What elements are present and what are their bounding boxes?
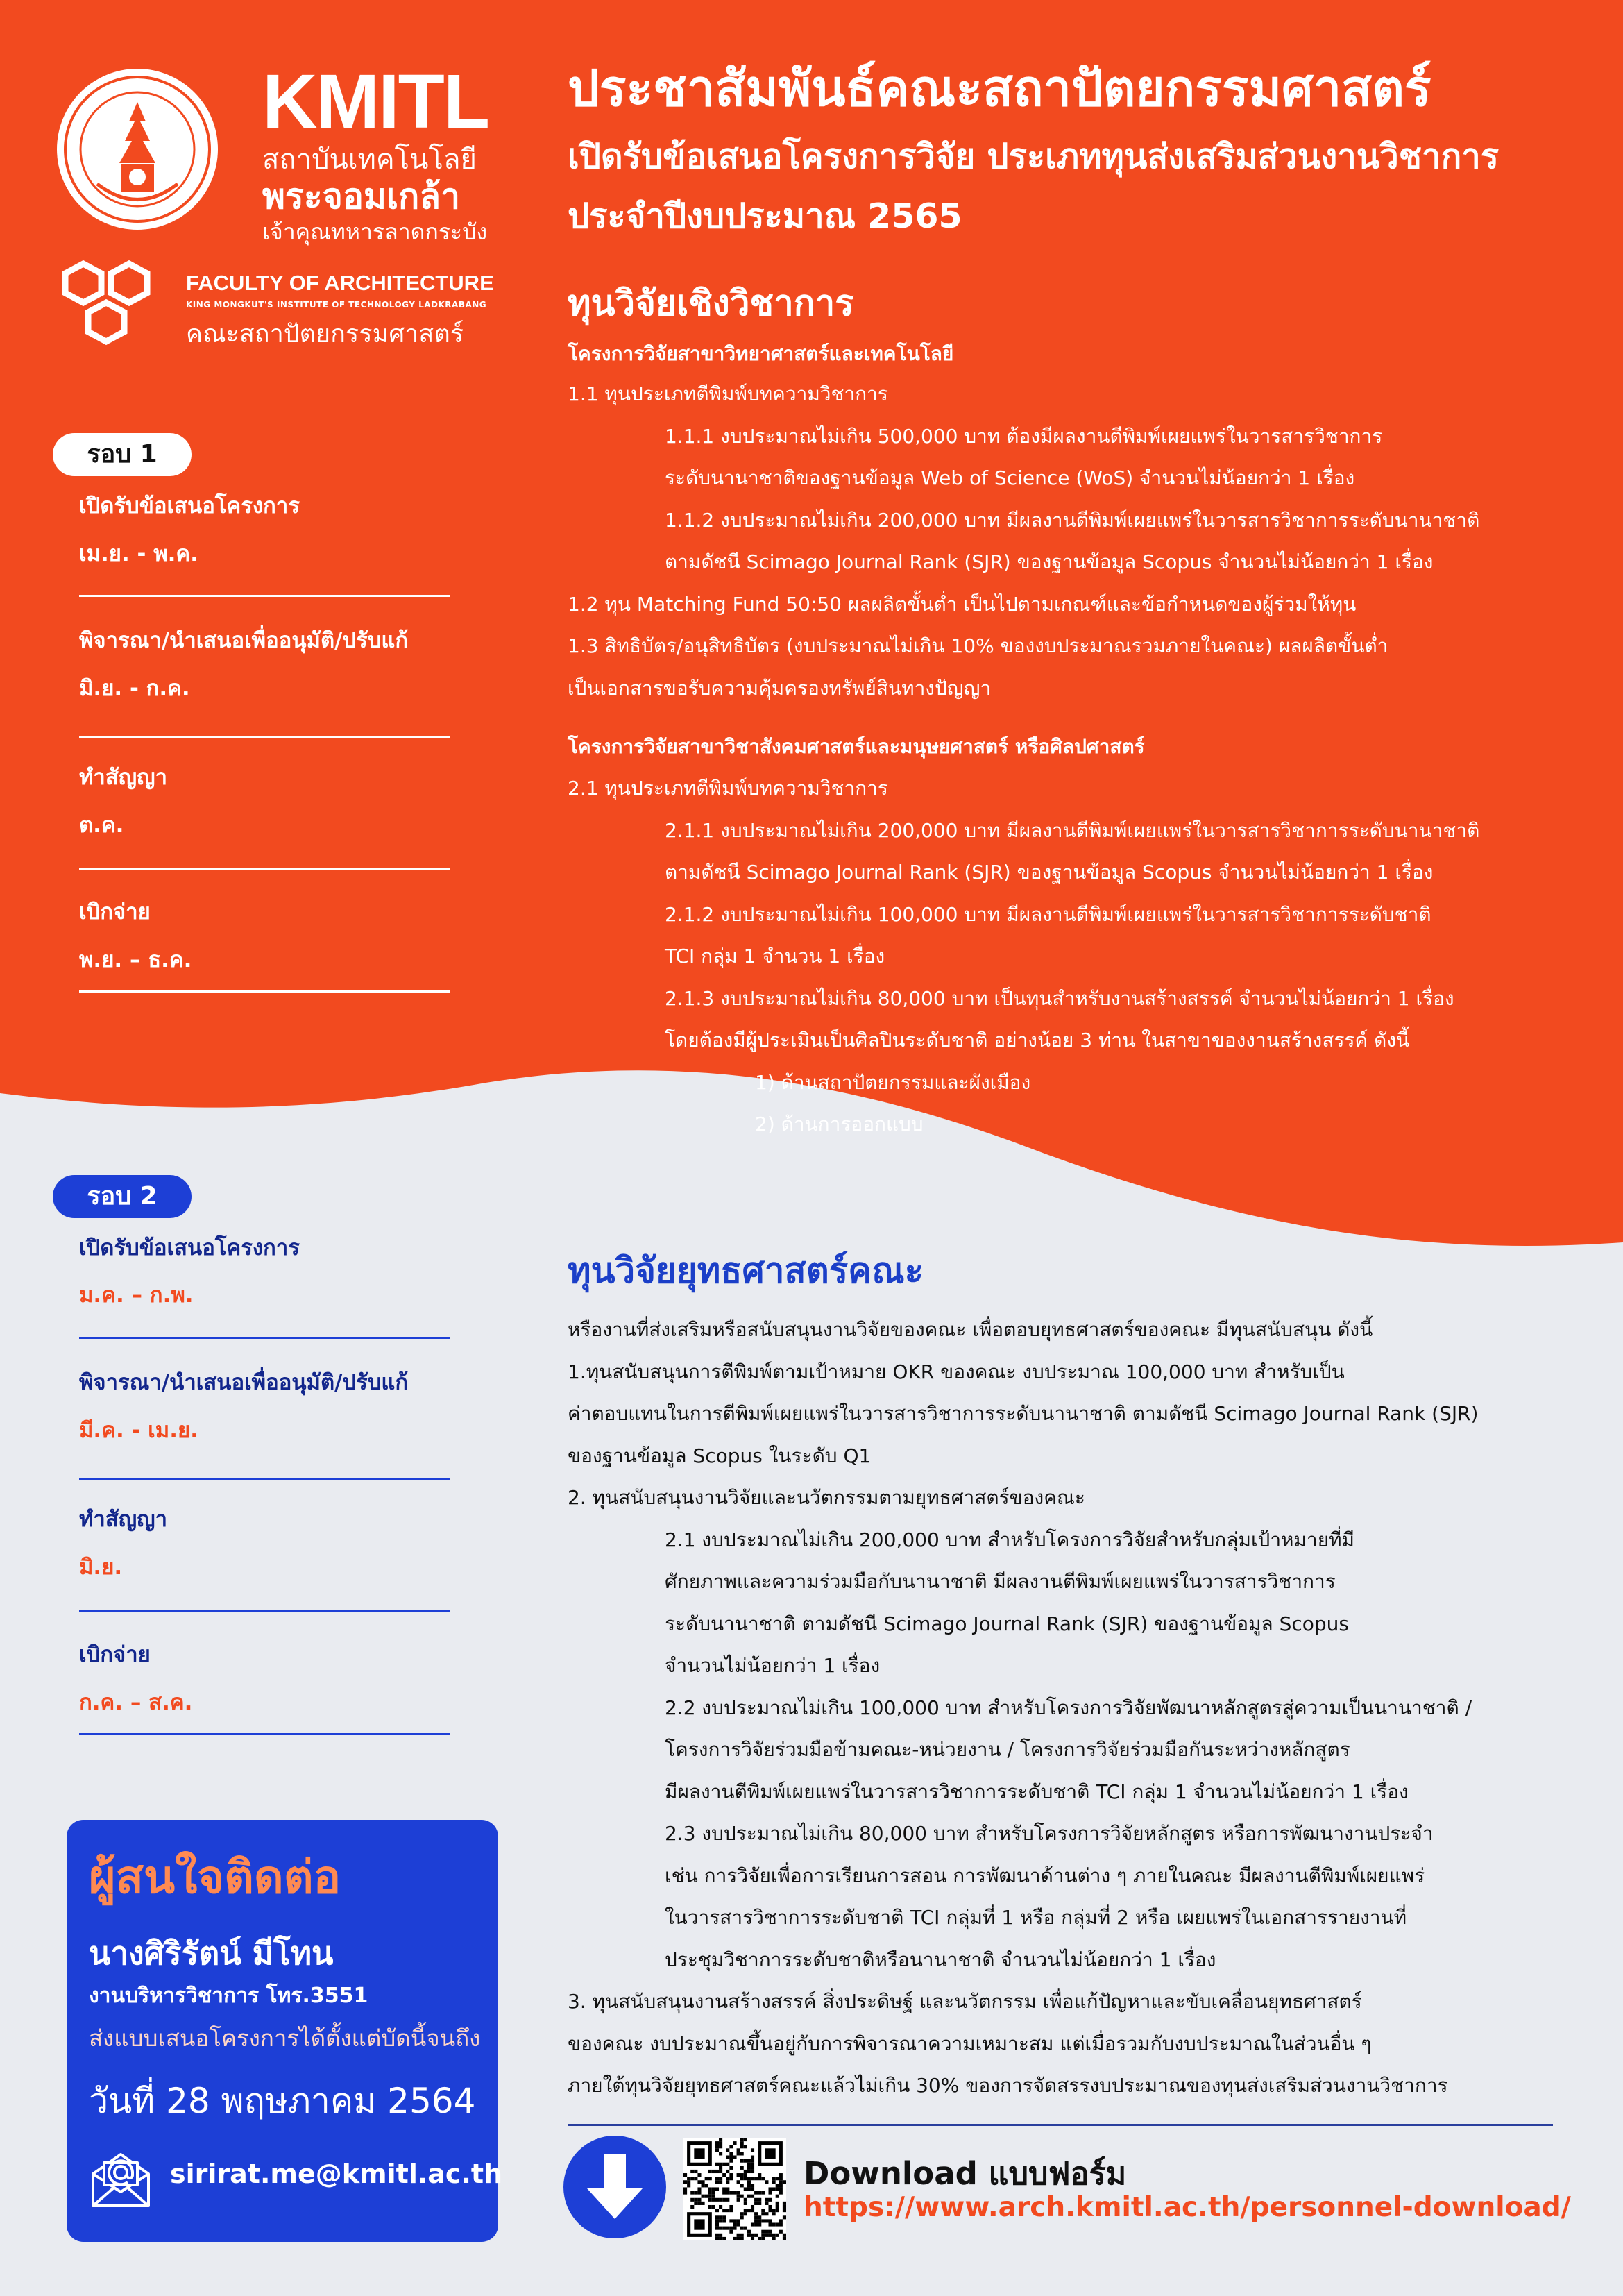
divider bbox=[79, 736, 450, 738]
faculty-subtitle-en: KING MONGKUT'S INSTITUTE OF TECHNOLOGY LADKRABANG bbox=[186, 300, 487, 310]
page-title: ประชาสัมพันธ์คณะสถาปัตยกรรมศาสตร์ bbox=[568, 59, 1431, 117]
round-2-step-label: พิจารณา/นำเสนอเพื่ออนุมัติ/ปรับแก้ bbox=[79, 1370, 409, 1395]
round-1-step-label: เบิกจ่าย bbox=[79, 900, 151, 925]
list-item: 1.1.1 งบประมาณไม่เกิน 500,000 บาท ต้องมีผลงานตีพิมพ์เผยแพร่ในวารสารวิชาการ bbox=[665, 424, 1383, 448]
contact-name: นางศิริรัตน์ มีโทน bbox=[89, 1934, 334, 1972]
round-1-step-value: เม.ย. - พ.ค. bbox=[79, 541, 198, 566]
round-1-step-value: พ.ย. – ธ.ค. bbox=[79, 947, 192, 972]
contact-title: ผู้สนใจติดต่อ bbox=[89, 1850, 341, 1904]
list-item: เป็นเอกสารขอรับความคุ้มครองทรัพย์สินทางปัญญา bbox=[568, 676, 992, 700]
contact-department: งานบริหารวิชาการ โทร.3551 bbox=[89, 1984, 368, 2008]
faculty-name-th: คณะสถาปัตยกรรมศาสตร์ bbox=[186, 320, 464, 348]
contact-email-link[interactable]: sirirat.me@kmitl.ac.th bbox=[170, 2159, 503, 2189]
submission-note: ส่งแบบเสนอโครงการได้ตั้งแต่บัดนี้จนถึง bbox=[89, 2025, 481, 2052]
list-item: ตามดัชนี Scimago Journal Rank (SJR) ของฐานข้อมูล Scopus จำนวนไม่น้อยกว่า 1 เรื่อง bbox=[665, 550, 1434, 573]
list-item: ระดับนานาชาติ ตามดัชนี Scimago Journal Rank (SJR) ของฐานข้อมูล Scopus bbox=[665, 1612, 1350, 1635]
download-title: Download แบบฟอร์ม bbox=[804, 2155, 1127, 2192]
page-subtitle-2: ประจำปีงบประมาณ 2565 bbox=[568, 196, 962, 236]
list-item: 1.1.2 งบประมาณไม่เกิน 200,000 บาท มีผลงานตีพิมพ์เผยแพร่ในวารสารวิชาการระดับนานาชาติ bbox=[665, 508, 1480, 532]
divider bbox=[79, 868, 450, 870]
strategic-heading: ทุนวิจัยยุทธศาสตร์คณะ bbox=[568, 1251, 924, 1292]
strategic-list bbox=[568, 1309, 1478, 2107]
list-item: 2.1.3 งบประมาณไม่เกิน 80,000 บาท เป็นทุนสำหรับงานสร้างสรรค์ จำนวนไม่น้อยกว่า 1 เรื่อง bbox=[665, 986, 1454, 1010]
page-subtitle-1: เปิดรับข้อเสนอโครงการวิจัย ประเภททุนส่งเสริมส่วนงานวิชาการ bbox=[568, 137, 1499, 176]
science-list bbox=[568, 373, 1479, 709]
list-item: ตามดัชนี Scimago Journal Rank (SJR) ของฐานข้อมูล Scopus จำนวนไม่น้อยกว่า 1 เรื่อง bbox=[665, 861, 1434, 884]
list-item: เช่น การวิจัยเพื่อการเรียนการสอน การพัฒนาด้านต่าง ๆ ภายในคณะ มีผลงานตีพิมพ์เผยแพร่ bbox=[665, 1864, 1425, 1887]
list-item: โครงการวิจัยร่วมมือข้ามคณะ-หน่วยงาน / โครงการวิจัยร่วมมือกันระหว่างหลักสูตร bbox=[665, 1738, 1350, 1761]
list-item: หรืองานที่ส่งเสริมหรือสนับสนุนงานวิจัยของคณะ เพื่อตอบยุทธศาสตร์ของคณะ มีทุนสนับสนุน ดังนี้ bbox=[568, 1318, 1373, 1341]
mail-icon bbox=[89, 2147, 153, 2210]
list-item: 2.3 งบประมาณไม่เกิน 80,000 บาท สำหรับโครงการวิจัยหลักสูตร หรือการพัฒนางานประจำ bbox=[665, 1822, 1434, 1845]
round-2-step-label: เปิดรับข้อเสนอโครงการ bbox=[79, 1235, 300, 1260]
institute-name-line-3: เจ้าคุณทหารลาดกระบัง bbox=[262, 219, 488, 245]
institute-name-line-2: พระจอมเกล้า bbox=[262, 176, 461, 217]
list-item: ของคณะ งบประมาณขึ้นอยู่กับการพิจารณาความเหมาะสม แต่เมื่อรวมกับงบประมาณในส่วนอื่น ๆ bbox=[568, 2032, 1372, 2055]
academic-heading: ทุนวิจัยเชิงวิชาการ bbox=[568, 283, 854, 324]
round-2-step-value: ม.ค. – ก.พ. bbox=[79, 1283, 194, 1308]
list-item: ของฐานข้อมูล Scopus ในระดับ Q1 bbox=[568, 1444, 872, 1467]
list-item: มีผลงานตีพิมพ์เผยแพร่ในวารสารวิชาการระดับชาติ TCI กลุ่ม 1 จำนวนไม่น้อยกว่า 1 เรื่อง bbox=[665, 1780, 1409, 1803]
list-item: 3. ทุนสนับสนุนงานสร้างสรรค์ สิ่งประดิษฐ์ และนวัตกรรม เพื่อแก้ปัญหาและขับเคลื่อนยุทธศาสตร์ bbox=[568, 1990, 1362, 2013]
list-item: 1.2 ทุน Matching Fund 50:50 ผลผลิตขั้นต่ำ เป็นไปตามเกณฑ์และข้อกำหนดของผู้ร่วมให้ทุน bbox=[568, 592, 1357, 616]
list-item: 1.3 สิทธิบัตร/อนุสิทธิบัตร (งบประมาณไม่เกิน 10% ของงบประมาณรวมภายในคณะ) ผลผลิตขั้นต่ำ bbox=[568, 634, 1388, 657]
social-science-heading: โครงการวิจัยสาขาวิชาสังคมศาสตร์และมนุษยศาสตร์ หรือศิลปศาสตร์ bbox=[568, 735, 1145, 758]
round-2-badge: รอบ 2 bbox=[53, 1175, 192, 1218]
kmitl-wordmark: KMITL bbox=[262, 59, 489, 144]
qr-code-icon[interactable] bbox=[683, 2138, 786, 2240]
list-item: ระดับนานาชาติของฐานข้อมูล Web of Science (WoS) จำนวนไม่น้อยกว่า 1 เรื่อง bbox=[665, 466, 1355, 489]
list-item: 2.1.2 งบประมาณไม่เกิน 100,000 บาท มีผลงานตีพิมพ์เผยแพร่ในวารสารวิชาการระดับชาติ bbox=[665, 902, 1431, 926]
round-1-step-value: ต.ค. bbox=[79, 813, 124, 838]
round-1-step-value: มิ.ย. - ก.ค. bbox=[79, 676, 190, 701]
institute-name-line-1: สถาบันเทคโนโลยี bbox=[262, 144, 477, 176]
divider bbox=[79, 1610, 450, 1612]
download-link[interactable]: https://www.arch.kmitl.ac.th/personnel-download/ bbox=[804, 2192, 1571, 2223]
round-2-step-value: ก.ค. – ส.ค. bbox=[79, 1690, 193, 1715]
list-item: ภายใต้ทุนวิจัยยุทธศาสตร์คณะแล้วไม่เกิน 30% ของการจัดสรรงบประมาณของทุนส่งเสริมส่วนงานวิชาการ bbox=[568, 2074, 1448, 2097]
divider bbox=[79, 595, 450, 597]
list-item: 1) ด้านสถาปัตยกรรมและผังเมือง bbox=[755, 1070, 1031, 1094]
list-item: 1.1 ทุนประเภทตีพิมพ์บทความวิชาการ bbox=[568, 382, 888, 405]
list-item: 2.2 งบประมาณไม่เกิน 100,000 บาท สำหรับโครงการวิจัยพัฒนาหลักสูตรสู่ความเป็นนานาชาติ / bbox=[665, 1696, 1472, 1719]
list-item: ศักยภาพและความร่วมมือกับนานาชาติ มีผลงานตีพิมพ์เผยแพร่ในวารสารวิชาการ bbox=[665, 1570, 1336, 1593]
list-item: 2.1 งบประมาณไม่เกิน 200,000 บาท สำหรับโครงการวิจัยสำหรับกลุ่มเป้าหมายที่มี bbox=[665, 1528, 1355, 1551]
round-2-step-label: ทำสัญญา bbox=[79, 1507, 167, 1532]
social-science-list bbox=[568, 768, 1479, 1146]
round-1-badge: รอบ 1 bbox=[53, 433, 192, 476]
round-2-step-value: มี.ค. - เม.ย. bbox=[79, 1418, 198, 1443]
list-item: 2.1.1 งบประมาณไม่เกิน 200,000 บาท มีผลงานตีพิมพ์เผยแพร่ในวารสารวิชาการระดับนานาชาติ bbox=[665, 818, 1480, 842]
divider bbox=[79, 990, 450, 993]
round-2-step-label: เบิกจ่าย bbox=[79, 1642, 151, 1667]
list-item: ในวารสารวิชาการระดับชาติ TCI กลุ่มที่ 1 หรือ กลุ่มที่ 2 หรือ เผยแพร่ในเอกสารรายงานที่ bbox=[665, 1906, 1407, 1929]
divider bbox=[568, 2124, 1553, 2126]
science-heading: โครงการวิจัยสาขาวิทยาศาสตร์และเทคโนโลยี bbox=[568, 342, 954, 365]
list-item: 2.1 ทุนประเภทตีพิมพ์บทความวิชาการ bbox=[568, 777, 888, 800]
divider bbox=[79, 1337, 450, 1339]
hexagon-logo-icon bbox=[57, 258, 161, 362]
list-item: TCI กลุ่ม 1 จำนวน 1 เรื่อง bbox=[665, 945, 885, 968]
download-arrow-icon[interactable] bbox=[562, 2134, 668, 2240]
list-item: ประชุมวิชาการระดับชาติหรือนานาชาติ จำนวนไม่น้อยกว่า 1 เรื่อง bbox=[665, 1948, 1216, 1971]
round-1-step-label: ทำสัญญา bbox=[79, 765, 167, 790]
round-1-step-label: พิจารณา/นำเสนอเพื่ออนุมัติ/ปรับแก้ bbox=[79, 628, 409, 653]
submission-deadline: วันที่ 28 พฤษภาคม 2564 bbox=[89, 2081, 476, 2121]
list-item: ค่าตอบแทนในการตีพิมพ์เผยแพร่ในวารสารวิชาการระดับนานาชาติ ตามดัชนี Scimago Journal Rank (SJR) bbox=[568, 1402, 1479, 1425]
divider bbox=[79, 1733, 450, 1735]
divider bbox=[79, 1478, 450, 1480]
list-item: โดยต้องมีผู้ประเมินเป็นศิลปินระดับชาติ อย่างน้อย 3 ท่าน ในสาขาของงานสร้างสรรค์ ดังนี้ bbox=[665, 1029, 1410, 1052]
list-item: 1.ทุนสนับสนุนการตีพิมพ์ตามเป้าหมาย OKR ของคณะ งบประมาณ 100,000 บาท สำหรับเป็น bbox=[568, 1360, 1345, 1383]
round-1-step-label: เปิดรับข้อเสนอโครงการ bbox=[79, 493, 300, 518]
list-item: จำนวนไม่น้อยกว่า 1 เรื่อง bbox=[665, 1654, 881, 1677]
university-seal-icon bbox=[54, 66, 221, 233]
list-item: 2. ทุนสนับสนุนงานวิจัยและนวัตกรรมตามยุทธศาสตร์ของคณะ bbox=[568, 1486, 1085, 1509]
round-2-step-value: มิ.ย. bbox=[79, 1555, 123, 1580]
list-item: 2) ด้านการออกแบบ bbox=[755, 1113, 924, 1136]
faculty-name-en: FACULTY OF ARCHITECTURE bbox=[186, 271, 494, 295]
